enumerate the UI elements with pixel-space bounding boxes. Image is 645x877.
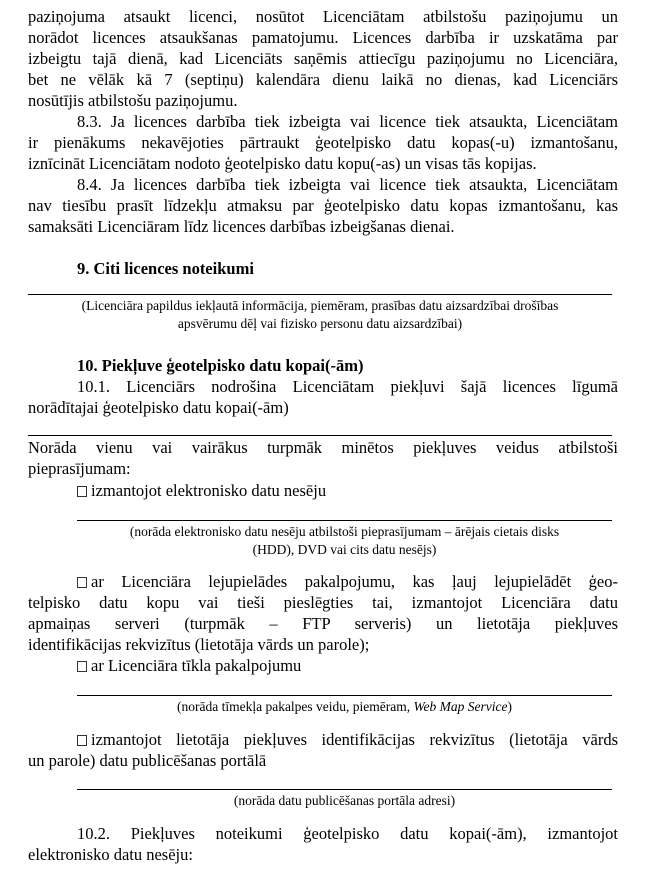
paragraph-8-2-continued [28, 6, 618, 111]
text-line: Norāda vienu vai vairākus turpmāk minētos piekļuves veidus atbilstoši [28, 438, 618, 457]
checkbox-icon[interactable] [77, 661, 87, 672]
text-line: 8.3. Ja licences darbība tiek izbeigta vai licence tiek atsaukta, Licenciātam [77, 112, 618, 131]
option-label: izmantojot elektronisko datu nesēju [91, 481, 327, 500]
note-line: (norāda elektronisko datu nesēju atbilstoši pieprasījumam – ārējais cietais disks [129, 524, 560, 539]
paragraph-10-2 [28, 823, 618, 865]
text-line: norādītajai ģeotelpisko datu kopai(-ām) [28, 398, 289, 417]
note-option-4: (norāda datu publicēšanas portāla adresi) [233, 793, 456, 808]
text-line: 8.4. Ja licences darbība tiek izbeigta vai licence tiek atsaukta, Licenciātam [77, 175, 618, 194]
paragraph-8-3 [28, 111, 618, 174]
note-text-italic: Web Map Service [413, 699, 508, 714]
paragraph-access-types [28, 437, 618, 479]
fill-in-line [77, 789, 612, 790]
text-line: 10.2. Piekļuves noteikumi ģeotelpisko datu kopai(-ām), izmantojot [77, 824, 618, 843]
fill-in-line [28, 294, 612, 295]
note-line: apsvērumu dēļ vai fizisko personu datu aizsardzībai) [177, 316, 463, 331]
option-label: ar Licenciāra lejupielādes pakalpojumu, kas ļauj lejupielādēt ģeo- [91, 572, 618, 591]
note-line: (Licenciāra papildus iekļautā informācija, piemēram, prasības datu aizsardzībai drošības [81, 298, 559, 313]
text-line: bet ne vēlāk kā 7 (septiņu) kalendāra dienu laikā no dienas, kad Licenciārs [28, 70, 618, 89]
text-line: apmaiņas serveri (turpmāk – FTP serveris) un lietotāja piekļuves [28, 614, 618, 633]
note-option-3 [77, 698, 612, 716]
text-line: izbeigtu tajā dienā, kad Licenciāts saņēmis attiecīgu paziņojumu no Licenciāra, [28, 49, 618, 68]
option-download-service [28, 571, 618, 655]
option-label: izmantojot lietotāja piekļuves identifikācijas rekvizītus (lietotāja vārds [91, 730, 618, 749]
paragraph-8-4 [28, 174, 618, 237]
text-line: nosūtījis atbilstošu paziņojumu. [28, 91, 238, 110]
text-line: un parole) datu publicēšanas portālā [28, 751, 267, 770]
text-line: elektronisko datu nesēju: [28, 845, 193, 864]
section-heading-9: 9. Citi licences noteikumi [77, 259, 254, 278]
text-line: nav tiesību prasīt līdzekļu atmaksu par ģeotelpisko datu kopas izmantošanu, kas [28, 196, 618, 215]
checkbox-icon[interactable] [77, 486, 87, 497]
fill-in-line [28, 435, 612, 436]
fill-in-line [77, 520, 612, 521]
note-text: (norāda tīmekļa pakalpes veidu, piemēram, [176, 699, 414, 714]
text-line: iznīcināt Licenciātam nodoto ģeotelpisko datu kopu(-as) un visas tās kopijas. [28, 154, 537, 173]
note-text: ) [507, 699, 512, 714]
text-line: ir pienākums nekavējoties pārtraukt ģeotelpisko datu kopas(-u) izmantošanu, [28, 133, 618, 152]
option-network-service[interactable] [28, 655, 618, 676]
paragraph-10-1 [28, 376, 618, 418]
text-line: pieprasījumam: [28, 459, 131, 478]
checkbox-icon[interactable] [77, 735, 87, 746]
section-heading-10: 10. Piekļuve ģeotelpisko datu kopai(-ām) [77, 356, 364, 375]
checkbox-icon[interactable] [77, 577, 87, 588]
note-section-9 [28, 297, 612, 333]
note-option-1 [77, 523, 612, 559]
text-line: samaksāti Licenciāram līdz licences darbības izbeigšanas dienai. [28, 217, 455, 236]
text-line: telpisko datu kopu vai tieši pieslēgties tai, izmantojot Licenciāra datu [28, 593, 618, 612]
note-line: (HDD), DVD vai cits datu nesējs) [252, 542, 437, 557]
option-electronic-media[interactable] [28, 480, 618, 501]
text-line [28, 571, 618, 592]
text-line: paziņojuma atsaukt licenci, nosūtot Licenciātam atbilstošu paziņojumu un [28, 7, 618, 26]
text-line: identifikācijas rekvizītus (lietotāja vārds un parole); [28, 635, 370, 654]
fill-in-line [77, 695, 612, 696]
option-label: ar Licenciāra tīkla pakalpojumu [91, 656, 302, 675]
option-portal-credentials [28, 729, 618, 771]
text-line [28, 729, 618, 750]
text-line: 10.1. Licenciārs nodrošina Licenciātam piekļuvi šajā licences līgumā [77, 377, 618, 396]
text-line: norādot licences atsaukšanas pamatojumu. Licences darbība ir uzskatāma par [28, 28, 618, 47]
